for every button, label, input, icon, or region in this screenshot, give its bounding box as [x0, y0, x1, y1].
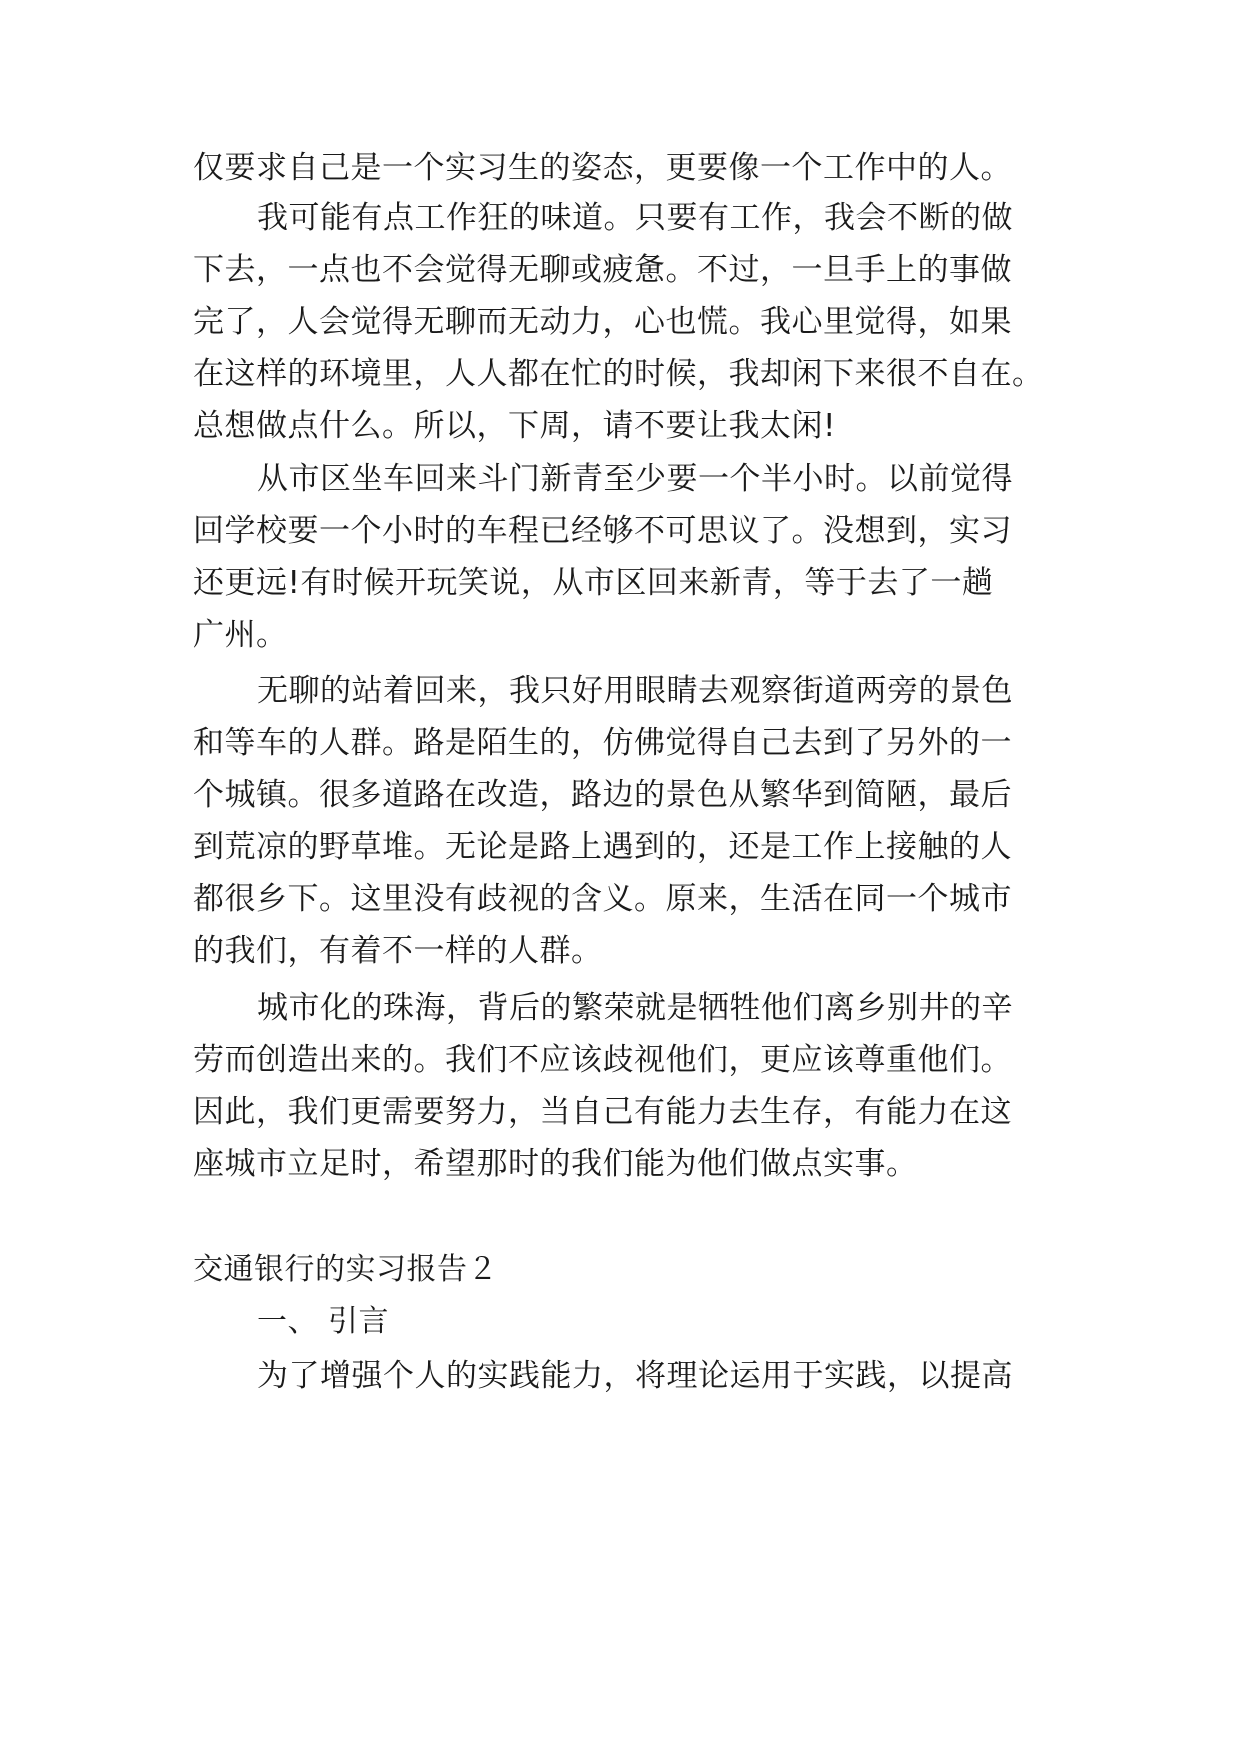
paragraph-line: 城市化的珠海，背后的繁荣就是牺牲他们离乡别井的辛 [257, 990, 1013, 1026]
paragraph-line: 座城市立足时，希望那时的我们能为他们做点实事。 [193, 1146, 918, 1182]
section-heading: 交通银行的实习报告２ [193, 1252, 498, 1287]
paragraph-line: 仅要求自己是一个实习生的姿态，更要像一个工作中的人。 [193, 150, 1012, 186]
paragraph-line: 为了增强个人的实践能力，将理论运用于实践，以提高 [257, 1358, 1013, 1394]
paragraph-line: 和等车的人群。路是陌生的，仿佛觉得自己去到了另外的一 [193, 725, 1012, 761]
subsection-heading: 一、 引言 [257, 1304, 390, 1339]
paragraph-line: 个城镇。很多道路在改造，路边的景色从繁华到简陋，最后 [193, 777, 1012, 813]
paragraph-line: 我可能有点工作狂的味道。只要有工作，我会不断的做 [257, 200, 1013, 236]
paragraph-line: 还更远!有时候开玩笑说，从市区回来新青，等于去了一趟 [193, 565, 994, 601]
paragraph-line: 总想做点什么。所以，下周，请不要让我太闲! [193, 408, 836, 444]
paragraph-line: 因此，我们更需要努力，当自己有能力去生存，有能力在这 [193, 1094, 1012, 1130]
paragraph-line: 广州。 [193, 617, 288, 653]
paragraph-line: 在这样的环境里，人人都在忙的时候，我却闲下来很不自在。 [193, 356, 1044, 392]
paragraph-line: 的我们，有着不一样的人群。 [193, 933, 603, 969]
paragraph-line: 完了，人会觉得无聊而无动力，心也慌。我心里觉得，如果 [193, 304, 1012, 340]
paragraph-line: 回学校要一个小时的车程已经够不可思议了。没想到，实习 [193, 513, 1012, 549]
paragraph-line: 劳而创造出来的。我们不应该歧视他们，更应该尊重他们。 [193, 1042, 1012, 1078]
paragraph-line: 都很乡下。这里没有歧视的含义。原来，生活在同一个城市 [193, 881, 1012, 917]
paragraph-line: 从市区坐车回来斗门新青至少要一个半小时。以前觉得 [257, 461, 1013, 497]
paragraph-line: 无聊的站着回来，我只好用眼睛去观察街道两旁的景色 [257, 673, 1013, 709]
paragraph-line: 到荒凉的野草堆。无论是路上遇到的，还是工作上接触的人 [193, 829, 1012, 865]
paragraph-line: 下去，一点也不会觉得无聊或疲惫。不过，一旦手上的事做 [193, 252, 1012, 288]
